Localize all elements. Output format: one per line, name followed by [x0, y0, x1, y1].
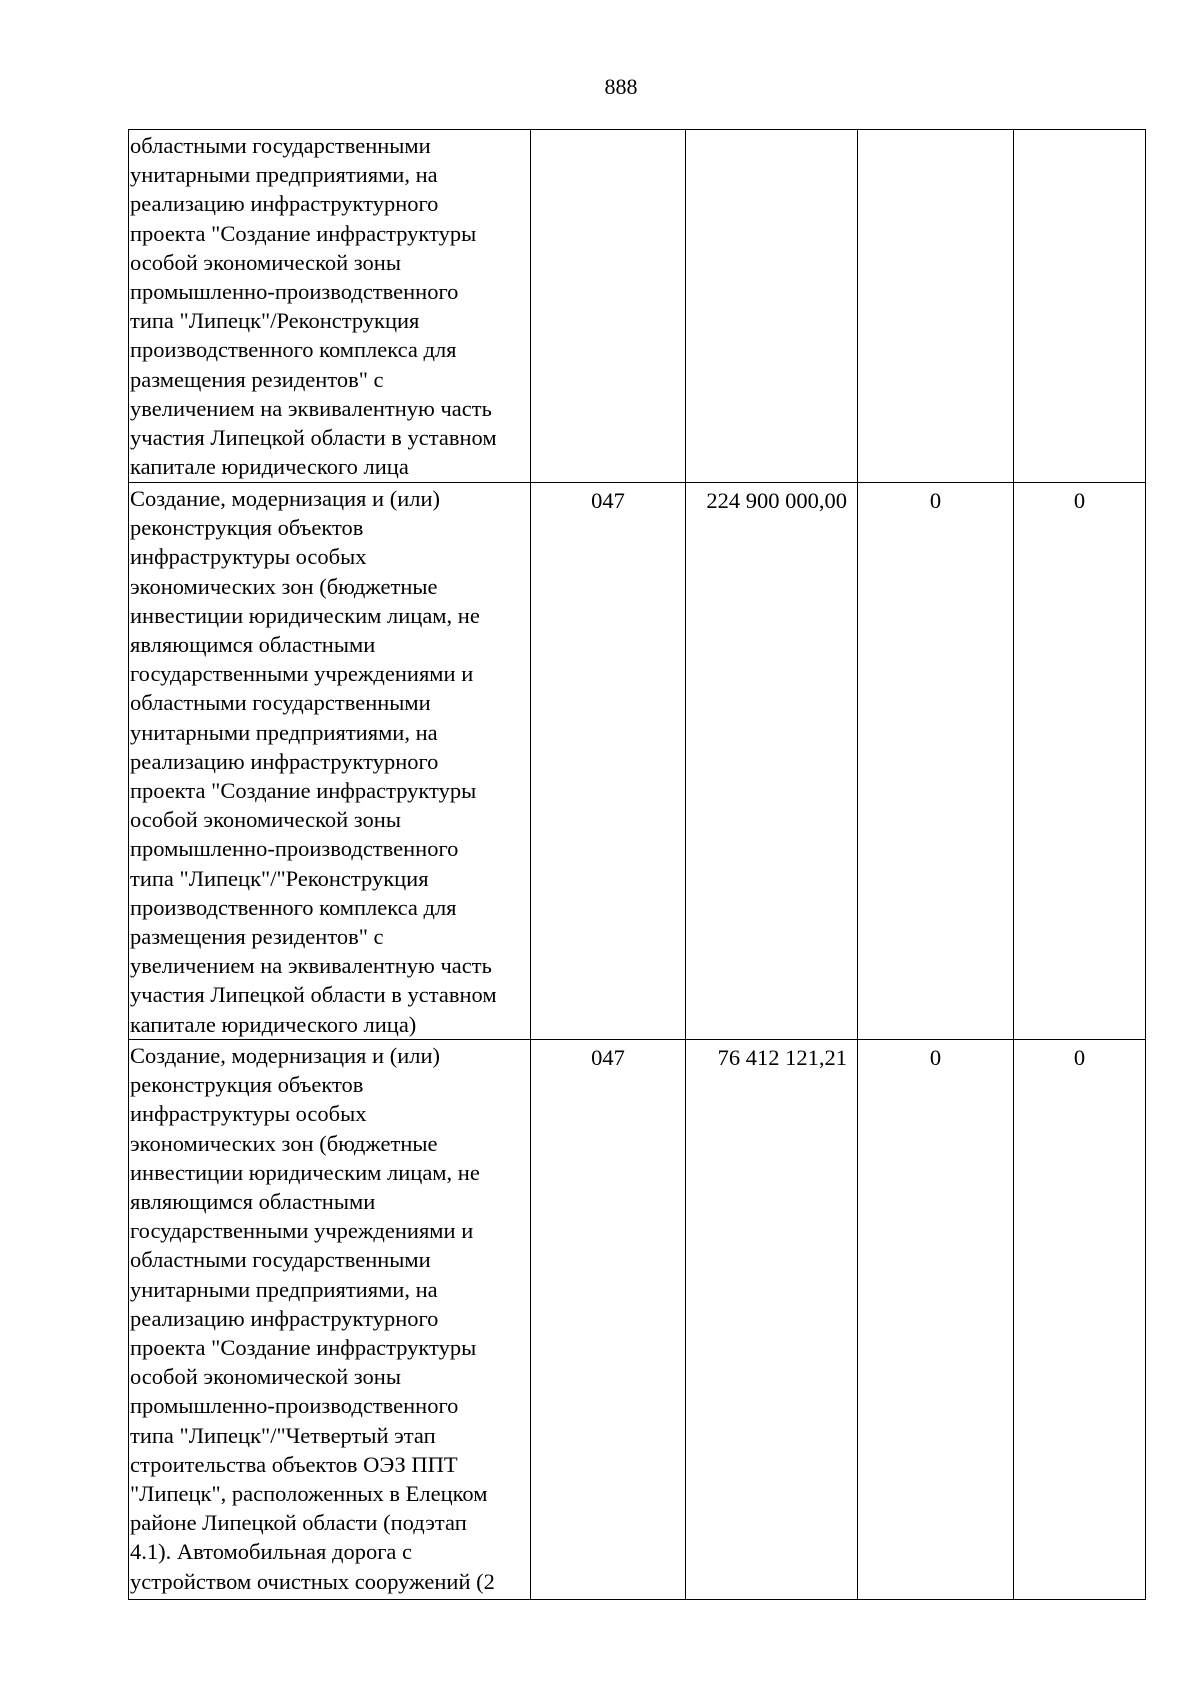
expense-name-line: размещения резидентов" с: [130, 924, 384, 950]
expense-name-line: реализацию инфраструктурного: [130, 1305, 439, 1331]
amount-cell: [686, 130, 858, 483]
department-code-cell: 047: [531, 1040, 686, 1600]
expense-name-line: особой экономической зоны: [130, 807, 401, 833]
year-3-amount-cell: 0: [1014, 483, 1146, 1040]
amount-cell: 76 412 121,21: [686, 1040, 858, 1600]
expense-name-line: Создание, модернизация и (или): [130, 486, 440, 511]
expense-name-line: являющимся областными: [130, 632, 376, 658]
expense-name-line: типа "Липецк"/Реконструкция: [130, 308, 420, 334]
expense-name-line: увеличением на эквивалентную часть: [130, 395, 492, 421]
expense-name-line: инвестиции юридическим лицам, не: [130, 1159, 480, 1185]
expense-name-line: промышленно-производственного: [130, 836, 459, 862]
expense-name-line: промышленно-производственного: [130, 279, 459, 305]
expense-name-line: унитарными предприятиями, на: [130, 162, 438, 188]
expense-name-cell: [129, 130, 531, 483]
table-row: [129, 130, 1146, 483]
table-row: [129, 1040, 1146, 1600]
expense-name-line: проекта "Создание инфраструктуры: [130, 778, 477, 804]
expense-name-line: реализацию инфраструктурного: [130, 748, 439, 774]
expense-name-line: областными государственными: [130, 133, 431, 158]
expense-name-line: областными государственными: [130, 690, 431, 716]
year-2-amount-cell: 0: [858, 483, 1014, 1040]
expense-name-line: проекта "Создание инфраструктуры: [130, 1335, 477, 1361]
expense-name-line: являющимся областными: [130, 1189, 376, 1215]
expense-name-line: инвестиции юридическим лицам, не: [130, 602, 480, 628]
expense-name-line: унитарными предприятиями, на: [130, 719, 438, 745]
page-number: 888: [604, 74, 638, 99]
expense-name-line: производственного комплекса для: [130, 894, 457, 920]
expense-name-line: типа "Липецк"/"Реконструкция: [130, 865, 429, 891]
amount-cell: 224 900 000,00: [686, 483, 858, 1040]
expense-name-line: инфраструктуры особых: [130, 1101, 367, 1127]
expense-name-line: особой экономической зоны: [130, 249, 401, 275]
expense-name-line: Создание, модернизация и (или): [130, 1043, 440, 1068]
expense-name-line: 4.1). Автомобильная дорога с: [130, 1539, 413, 1565]
expense-name-line: реконструкция объектов: [130, 1072, 364, 1098]
expense-name-line: государственными учреждениями и: [130, 661, 474, 687]
expense-name-line: увеличением на эквивалентную часть: [130, 953, 492, 979]
year-2-amount-cell: [858, 130, 1014, 483]
expense-name-line: участия Липецкой области в уставном: [130, 982, 497, 1008]
expense-name-line: экономических зон (бюджетные: [130, 573, 438, 599]
budget-table: [128, 129, 1146, 1600]
expense-name-line: инфраструктуры особых: [130, 544, 367, 570]
expense-name-line: районе Липецкой области (подэтап: [130, 1510, 467, 1536]
expense-name-line: капитале юридического лица: [130, 454, 409, 480]
expense-name-line: особой экономической зоны: [130, 1364, 401, 1390]
year-3-amount-cell: [1014, 130, 1146, 483]
expense-name-line: типа "Липецк"/"Четвертый этап: [130, 1422, 436, 1448]
expense-name-line: производственного комплекса для: [130, 337, 457, 363]
expense-name-line: устройством очистных сооружений (2: [130, 1568, 495, 1594]
expense-name-cell: [129, 1040, 531, 1600]
department-code-cell: [531, 130, 686, 483]
year-2-amount-cell: 0: [858, 1040, 1014, 1600]
table-row: [129, 483, 1146, 1040]
expense-name-line: унитарными предприятиями, на: [130, 1276, 438, 1302]
expense-name-line: участия Липецкой области в уставном: [130, 425, 497, 451]
expense-name-line: капитале юридического лица): [130, 1011, 417, 1037]
expense-name-line: размещения резидентов" с: [130, 366, 384, 392]
expense-name-line: проекта "Создание инфраструктуры: [130, 220, 477, 246]
expense-name-cell: [129, 483, 531, 1040]
expense-name-line: экономических зон (бюджетные: [130, 1130, 438, 1156]
expense-name-line: областными государственными: [130, 1247, 431, 1273]
expense-name-line: государственными учреждениями и: [130, 1218, 474, 1244]
year-3-amount-cell: 0: [1014, 1040, 1146, 1600]
expense-name-line: "Липецк", расположенных в Елецком: [130, 1481, 488, 1507]
department-code-cell: 047: [531, 483, 686, 1040]
expense-name-line: промышленно-производственного: [130, 1393, 459, 1419]
expense-name-line: строительства объектов ОЭЗ ППТ: [130, 1451, 458, 1477]
expense-name-line: реализацию инфраструктурного: [130, 191, 439, 217]
expense-name-line: реконструкция объектов: [130, 515, 364, 541]
